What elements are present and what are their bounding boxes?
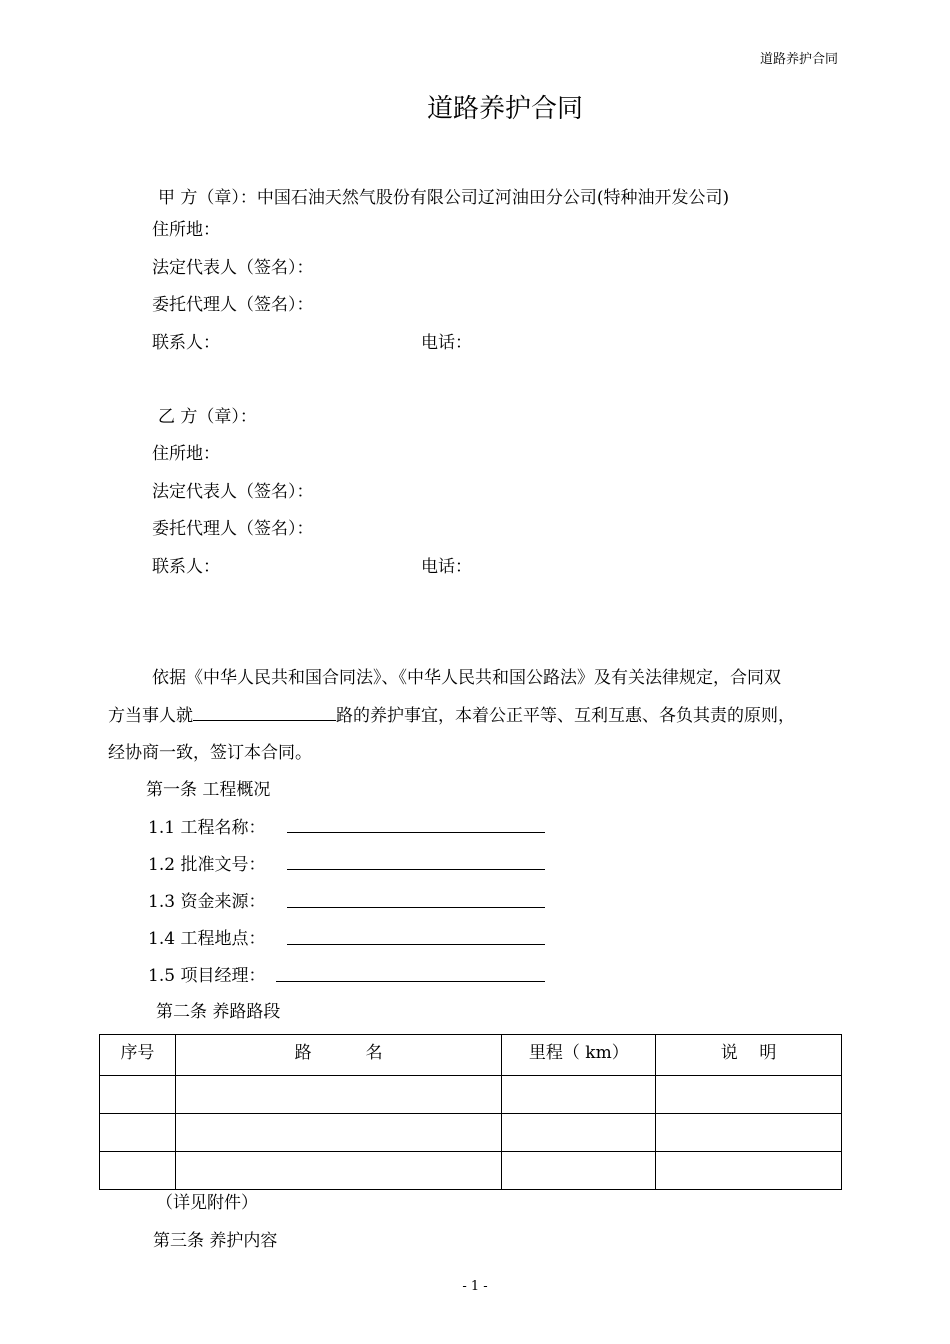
preamble-line-2-suffix: 路的养护事宜，本着公正平等、互利互惠、各负其责的原则， — [336, 706, 795, 726]
header-description: 说 明 — [656, 1035, 842, 1076]
party-b-address: 住所地： — [152, 444, 220, 464]
table-cell[interactable] — [656, 1152, 842, 1190]
table-row — [100, 1076, 842, 1114]
preamble-line-3: 经协商一致，签订本合同。 — [108, 743, 312, 763]
party-b-phone: 电话： — [421, 557, 472, 577]
field-fund-source-label: 1.3 资金来源： — [148, 892, 266, 912]
field-fund-source-line[interactable] — [287, 907, 545, 908]
table-row — [100, 1114, 842, 1152]
party-a-label: 甲 方（章）：中国石油天然气股份有限公司辽河油田分公司(特种油开发公司) — [158, 188, 730, 208]
preamble-line-1: 依据《中华人民共和国合同法》、《中华人民共和国公路法》及有关法律规定，合同双 — [152, 668, 781, 688]
table-cell[interactable] — [656, 1114, 842, 1152]
running-header: 道路养护合同 — [759, 52, 838, 67]
preamble-line-2 — [108, 701, 795, 726]
field-project-manager-line[interactable] — [276, 981, 545, 982]
party-a-agent: 委托代理人（签名）： — [152, 295, 314, 315]
party-b-label: 乙 方（章）： — [158, 407, 257, 427]
field-approval-number-label: 1.2 批准文号： — [148, 855, 266, 875]
field-project-location-line[interactable] — [287, 944, 545, 945]
table-cell[interactable] — [175, 1114, 502, 1152]
article-2-title: 第二条 养路路段 — [156, 1002, 281, 1022]
party-b-contact: 联系人： — [152, 557, 220, 577]
field-project-manager-label: 1.5 项目经理： — [148, 966, 266, 986]
page-number: - 1 - — [462, 1279, 488, 1294]
field-project-location-label: 1.4 工程地点： — [148, 929, 266, 949]
header-mileage: 里程（ km） — [502, 1035, 656, 1076]
table-cell[interactable] — [100, 1114, 176, 1152]
table-cell[interactable] — [175, 1076, 502, 1114]
table-cell[interactable] — [100, 1076, 176, 1114]
header-road-name: 路 名 — [175, 1035, 502, 1076]
party-b-legal-rep: 法定代表人（签名）： — [152, 482, 314, 502]
field-approval-number-line[interactable] — [287, 869, 545, 870]
table-cell[interactable] — [502, 1076, 656, 1114]
party-a-legal-rep: 法定代表人（签名）： — [152, 258, 314, 278]
table-cell[interactable] — [100, 1152, 176, 1190]
table-cell[interactable] — [175, 1152, 502, 1190]
party-a-phone: 电话： — [421, 333, 472, 353]
road-name-blank[interactable] — [193, 702, 336, 721]
article-1-title: 第一条 工程概况 — [146, 780, 271, 800]
article-3-title: 第三条 养护内容 — [153, 1231, 278, 1251]
table-note: （详见附件） — [156, 1193, 258, 1213]
table-cell[interactable] — [502, 1114, 656, 1152]
header-index: 序号 — [100, 1035, 176, 1076]
party-a-address: 住所地： — [152, 220, 220, 240]
table-cell[interactable] — [656, 1076, 842, 1114]
road-section-table — [99, 1034, 842, 1190]
preamble-line-2-prefix: 方当事人就 — [108, 706, 193, 726]
party-a-contact: 联系人： — [152, 333, 220, 353]
field-project-name-label: 1.1 工程名称： — [148, 818, 266, 838]
document-title: 道路养护合同 — [426, 94, 583, 124]
field-project-name-line[interactable] — [287, 832, 545, 833]
party-b-agent: 委托代理人（签名）： — [152, 519, 314, 539]
table-row — [100, 1152, 842, 1190]
table-header-row — [100, 1035, 842, 1076]
table-cell[interactable] — [502, 1152, 656, 1190]
